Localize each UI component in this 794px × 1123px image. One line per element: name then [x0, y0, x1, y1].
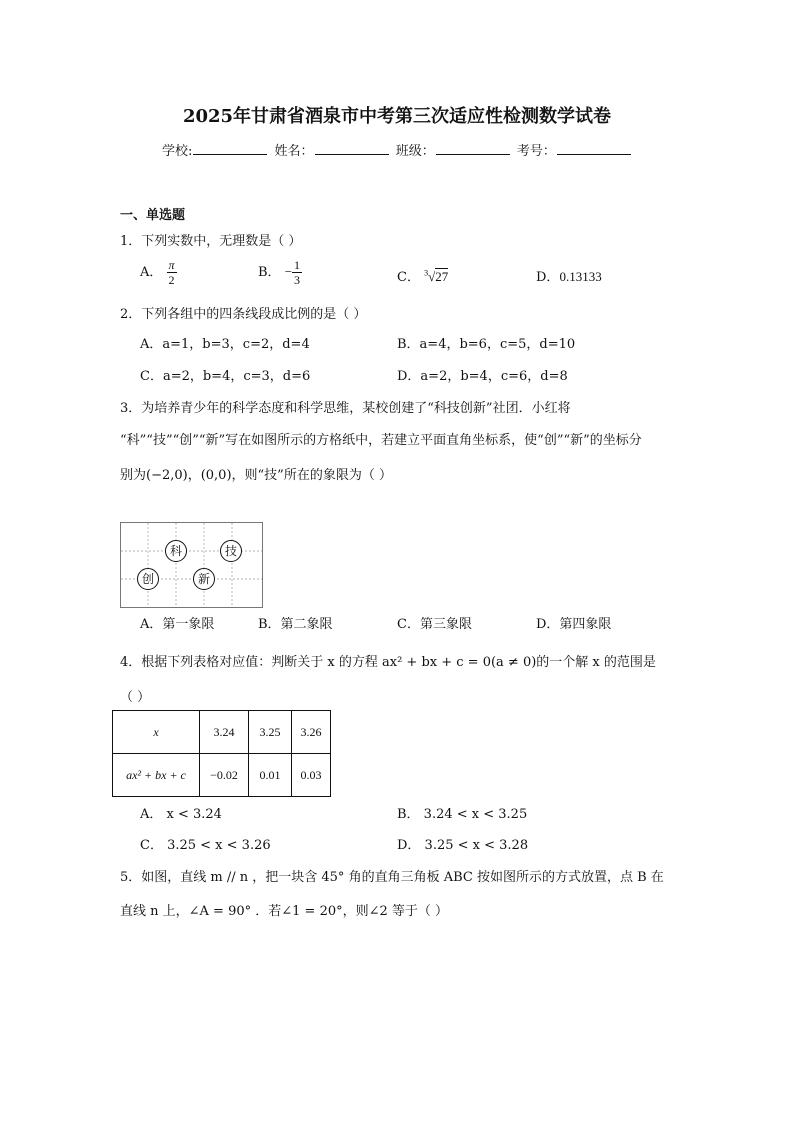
q3-option-d[interactable]: D．第四象限: [536, 617, 612, 632]
fraction: $\frac{\pi}{2}$: [168, 258, 175, 287]
q5-line-2: 直线 n 上，∠A = 90° ．若∠1 = 20°，则∠2 等于（ ）: [120, 904, 449, 919]
char-ke: 科: [165, 540, 187, 562]
table-cell: x: [113, 711, 200, 754]
option-label: A．: [140, 265, 163, 280]
table-row: [113, 711, 331, 754]
q2-option-c[interactable]: C．a=2，b=4，c=3，d=6: [140, 369, 311, 384]
table-cell: 3.24: [200, 711, 249, 754]
class-label: 班级：: [395, 144, 435, 159]
grid-lines: [121, 523, 262, 607]
q3-option-c[interactable]: C．第三象限: [397, 617, 472, 632]
q4-line-1: 4．根据下列表格对应值：判断关于 x 的方程 ax² + bx + c = 0(a ≠ 0)的一个解 x 的范围是: [120, 655, 656, 670]
q3-line-1: 3．为培养青少年的科学态度和科学思维，某校创建了“科技创新”社团．小红将: [120, 401, 571, 416]
value-table: [112, 710, 331, 797]
school-label: 学校:: [162, 144, 193, 159]
class-blank[interactable]: [436, 144, 510, 155]
option-value: 0.13133: [559, 269, 602, 284]
exam-no-blank[interactable]: [557, 144, 631, 155]
exam-title: 2025年甘肃省酒泉市中考第三次适应性检测数学试卷: [182, 106, 612, 127]
q2-option-a[interactable]: A．a=1，b=3，c=2，d=4: [140, 337, 310, 352]
name-label: 姓名：: [274, 144, 314, 159]
char-ji: 技: [220, 540, 242, 562]
q4-option-a[interactable]: A． x < 3.24: [140, 807, 222, 822]
q1-option-d[interactable]: [536, 266, 602, 285]
radical-sign: √: [428, 269, 436, 284]
q1-option-a[interactable]: [140, 258, 177, 287]
minus-sign: −: [284, 264, 293, 279]
table-cell: ax² + bx + c: [113, 754, 200, 797]
student-info-line: [162, 140, 634, 159]
exam-no-label: 考号：: [516, 144, 556, 159]
grid-paper-figure: [120, 522, 263, 608]
char-chuang: 创: [137, 568, 159, 590]
q5-line-1: 5．如图，直线 m // n ，把一块含 45° 角的直角三角板 ABC 按如图所示的方式放置，点 B 在: [120, 870, 664, 885]
option-label: D．: [536, 270, 560, 285]
char-xin: 新: [193, 568, 215, 590]
fraction: $\frac{1}{3}$: [294, 258, 301, 287]
q1-stem: 1．下列实数中，无理数是（ ）: [120, 234, 302, 249]
table-row: [113, 754, 331, 797]
school-blank[interactable]: [193, 144, 267, 155]
table-cell: 0.01: [249, 754, 292, 797]
q1-option-c[interactable]: [397, 266, 448, 285]
q2-option-d[interactable]: D．a=2，b=4，c=6，d=8: [397, 369, 568, 384]
option-label: C．: [397, 270, 420, 285]
q2-stem: 2．下列各组中的四条线段成比例的是（ ）: [120, 307, 367, 322]
radicand: 27: [435, 269, 449, 284]
table-cell: −0.02: [200, 754, 249, 797]
q4-line-2: （ ）: [120, 690, 151, 705]
table-cell: 3.26: [292, 711, 331, 754]
q2-option-b[interactable]: B．a=4，b=6，c=5，d=10: [397, 337, 576, 352]
q3-option-b[interactable]: B．第二象限: [258, 617, 333, 632]
q4-option-c[interactable]: C． 3.25 < x < 3.26: [140, 838, 271, 853]
q3-line-2: “科”“技”“创”“新”写在如图所示的方格纸中，若建立平面直角坐标系，使“创”“新”的坐标分: [120, 433, 642, 448]
option-label: B．: [258, 265, 281, 280]
q4-option-b[interactable]: B． 3.24 < x < 3.25: [397, 807, 528, 822]
q3-line-3: 别为(−2,0)，(0,0)，则“技”所在的象限为（ ）: [120, 468, 392, 483]
q1-option-b[interactable]: [258, 258, 302, 287]
table-cell: 0.03: [292, 754, 331, 797]
name-blank[interactable]: [315, 144, 389, 155]
section-heading: 一、单选题: [120, 208, 186, 223]
table-cell: 3.25: [249, 711, 292, 754]
q4-option-d[interactable]: D． 3.25 < x < 3.28: [397, 838, 529, 853]
root-index: 3: [424, 268, 429, 278]
q3-option-a[interactable]: A．第一象限: [140, 617, 215, 632]
